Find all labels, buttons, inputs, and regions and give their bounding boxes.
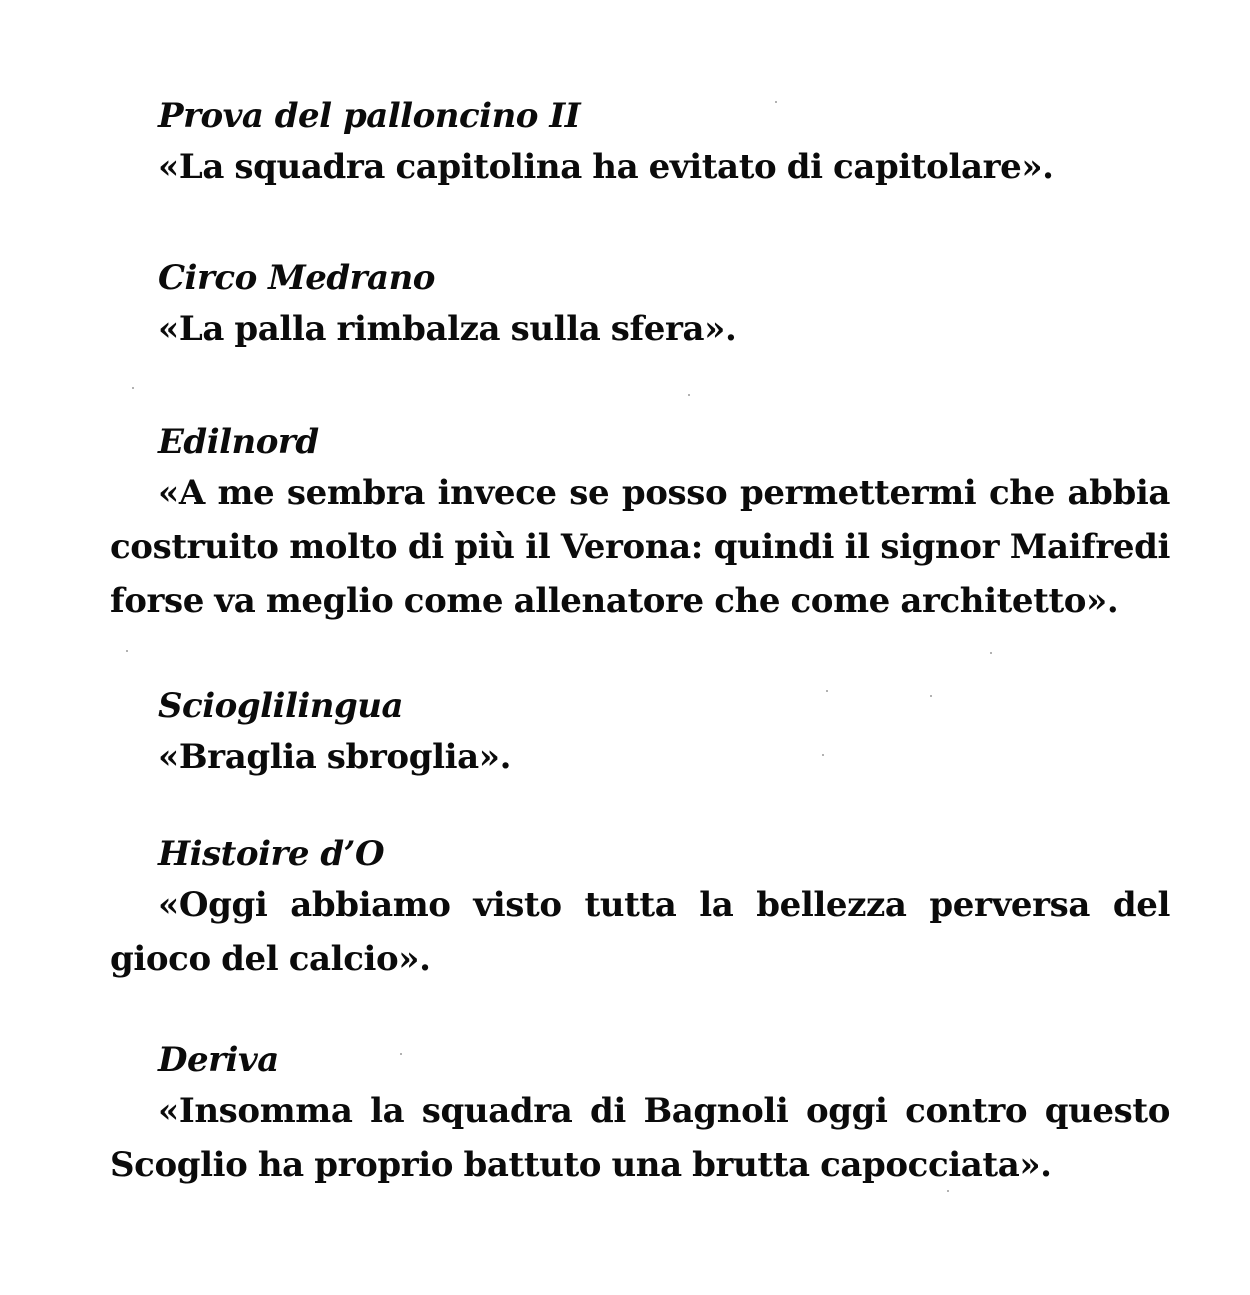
scan-speck [822, 754, 824, 756]
entry-circo-medrano [110, 254, 1170, 356]
entry-title: Deriva [158, 1040, 279, 1080]
entry-quote: «La squadra capitolina ha evitato di capitolare». [158, 147, 1054, 187]
scan-speck [126, 650, 128, 652]
entry-deriva [110, 1036, 1170, 1192]
entry-title: Edilnord [158, 422, 319, 462]
entry-quote: «Oggi abbiamo visto tutta la bellezza perversa del gioco del calcio». [110, 885, 1170, 979]
scan-speck [775, 101, 777, 103]
entry-title: Scioglilingua [158, 686, 404, 726]
entry-histoire-d-o [110, 830, 1170, 986]
entry-title: Circo Medrano [158, 258, 435, 298]
scan-speck [826, 690, 828, 692]
entry-scioglilingua [110, 682, 1170, 784]
entry-prova-del-palloncino [110, 92, 1170, 194]
entry-quote: «La palla rimbalza sulla sfera». [158, 309, 737, 349]
scan-speck [947, 1190, 949, 1192]
scan-speck [132, 387, 134, 389]
scan-speck [400, 1053, 402, 1055]
scan-speck [930, 695, 932, 697]
entry-quote: «Braglia sbroglia». [158, 737, 512, 777]
scan-speck [688, 394, 690, 396]
entry-title: Histoire d’O [158, 834, 385, 874]
entry-quote: «Insomma la squadra di Bagnoli oggi contro questo Scoglio ha proprio battuto una brutta capocciata». [110, 1091, 1170, 1185]
entry-title: Prova del palloncino II [158, 96, 581, 136]
scan-speck [990, 652, 992, 654]
entry-edilnord [110, 418, 1170, 628]
entry-quote: «A me sembra invece se posso permettermi che abbia costruito molto di più il Verona: quindi il signor Maifredi forse va meglio come allenatore che come architetto». [110, 473, 1170, 621]
